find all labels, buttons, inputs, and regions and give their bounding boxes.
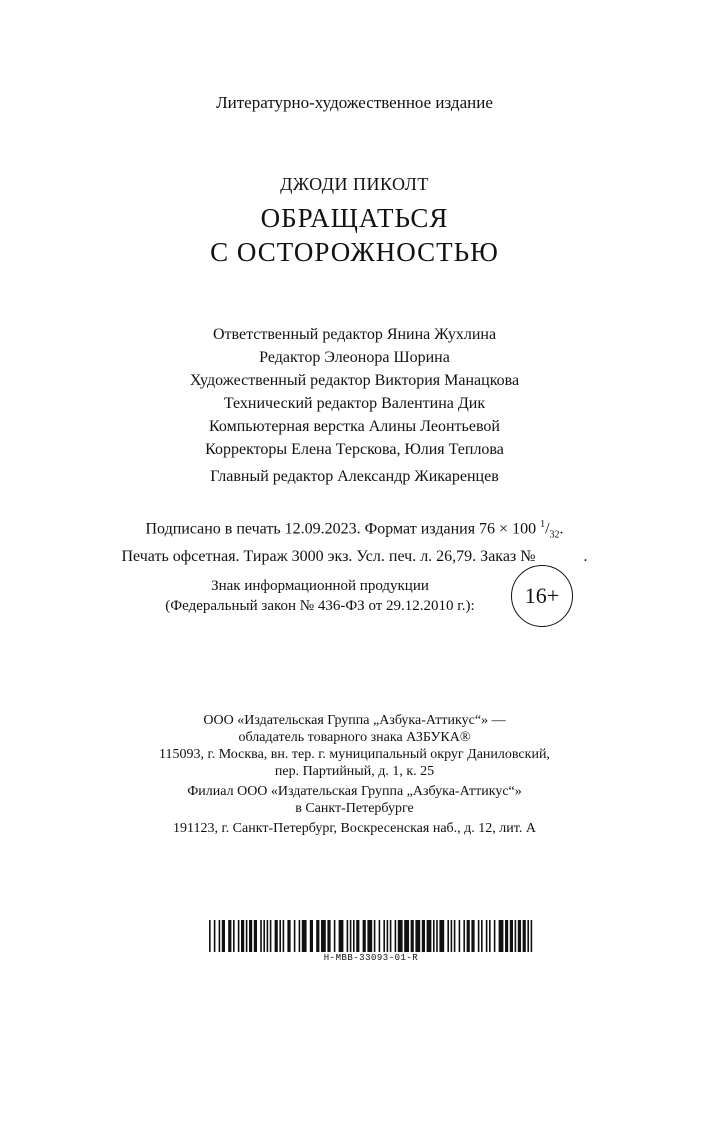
barcode-bar [270,920,272,952]
barcode-bar [486,920,488,952]
barcode-bar [334,920,336,952]
barcode-bar [531,920,533,952]
age-rating-badge [511,565,573,627]
barcode-bar [404,920,409,952]
credit-layout: Компьютерная верстка Алины Леонтьевой [209,418,500,435]
barcode-bar [415,920,420,952]
barcode-bar [433,920,435,952]
print-run-text: Печать офсетная. Тираж 3000 экз. Усл. печ. л. 26,79. Заказ № [121,547,536,565]
barcode-bar [527,920,529,952]
rating-line2: (Федеральный закон № 436-ФЗ от 29.12.2010 г.): [165,598,475,614]
author-name: ДЖОДИ ПИКОЛТ [280,174,429,194]
barcode-bar [214,920,216,952]
barcode-bar [379,920,381,952]
barcode [209,920,534,952]
barcode-code: H-MBB-33093-01-R [323,953,419,963]
barcode-bar [263,920,265,952]
barcode-bar [463,920,465,952]
barcode-bar [427,920,432,952]
credit-proofreaders: Корректоры Елена Терскова, Юлия Теплова [205,441,504,458]
print-info [0,514,709,567]
print-line2-period: . [583,547,588,565]
barcode-bar [471,920,474,952]
publisher-line: ООО «Издательская Группа „Азбука-Аттикус“» — [203,713,506,728]
publisher-line: 115093, г. Москва, вн. тер. г. муниципальный округ Даниловский, [159,747,550,762]
publisher-line: обладатель товарного знака АЗБУКА® [238,730,471,745]
book-title-line1: ОБРАЩАТЬСЯ [260,203,449,233]
barcode-bar [499,920,504,952]
barcode-bar [374,920,376,952]
barcode-bar [294,920,296,952]
barcode-bar [287,920,290,952]
barcode-bar [321,920,326,952]
barcode-bar [339,920,344,952]
format-fraction-numerator: 1 [540,519,546,530]
barcode-bar [439,920,444,952]
barcode-bar [209,920,211,952]
barcode-bar [222,920,225,952]
barcode-bar [515,920,517,952]
barcode-bar [353,920,355,952]
barcode-bar [233,920,235,952]
barcode-bar [447,920,449,952]
barcode-bar [356,920,359,952]
barcode-bar [411,920,414,952]
barcode-bar [436,920,438,952]
barcode-bar [422,920,425,952]
barcode-bar [467,920,470,952]
publisher-line: 191123, г. Санкт-Петербург, Воскресенская наб., д. 12, лит. А [173,821,536,836]
barcode-bar [260,920,262,952]
print-line1-period: . [559,520,564,538]
edition-type: Литературно-художественное издание [216,93,493,112]
barcode-bar [279,920,281,952]
barcode-bar [228,920,231,952]
barcode-bar [347,920,349,952]
barcode-bar [302,920,307,952]
print-info-line2 [0,546,709,567]
barcode-bar [523,920,526,952]
barcode-bar [505,920,508,952]
barcode-bar [310,920,313,952]
barcode-bar [390,920,392,952]
barcode-bar [478,920,480,952]
book-title-line2: С ОСТОРОЖНОСТЬЮ [210,237,499,267]
barcode-bar [383,920,385,952]
barcode-bar [510,920,513,952]
barcode-bar [395,920,397,952]
barcode-bar [238,920,240,952]
print-format-text: Подписано в печать 12.09.2023. Формат издания 76 × 100 [145,520,537,538]
format-fraction-denominator: 32 [549,529,560,541]
barcode-bar [249,920,252,952]
chief-editor: Главный редактор Александр Жикаренцев [210,468,499,485]
barcode-bar [481,920,483,952]
barcode-bar [283,920,285,952]
barcode-bar [398,920,403,952]
publisher-line: в Санкт-Петербурге [295,801,414,816]
barcode-bar [350,920,352,952]
credit-responsible-editor: Ответственный редактор Янина Жухлина [212,326,497,343]
barcode-bar [327,920,330,952]
rating-text [140,576,500,616]
barcode-bar [267,920,269,952]
barcode-bar [451,920,453,952]
barcode-bar [254,920,257,952]
barcode-bar [241,920,244,952]
barcode-bar [275,920,278,952]
barcode-bar [367,920,372,952]
barcode-bar [489,920,491,952]
publisher-info [0,712,709,837]
publisher-line: Филиал ООО «Издательская Группа „Азбука-Аттикус“» [187,784,522,799]
print-info-line1: Подписано в печать 12.09.2023. Формат издания 76 × 100 $^1/_{32}$. [145,519,564,541]
age-rating-text: 16+ [524,583,560,608]
barcode-bar [459,920,461,952]
credit-technical-editor: Технический редактор Валентина Дик [223,395,486,412]
publisher-line: пер. Партийный, д. 1, к. 25 [274,764,435,779]
barcode-bar [454,920,456,952]
credit-editor: Редактор Элеонора Шорина [259,349,450,366]
barcode-bar [387,920,389,952]
barcode-bar [494,920,496,952]
credit-art-editor: Художественный редактор Виктория Манацкова [189,372,520,389]
barcode-bar [219,920,221,952]
barcode-bar [316,920,319,952]
barcode-bar [299,920,301,952]
barcode-bar [518,920,521,952]
barcode-bar [363,920,366,952]
barcode-bar [246,920,248,952]
rating-line1: Знак информационной продукции [211,578,429,594]
credits-block [0,323,709,461]
